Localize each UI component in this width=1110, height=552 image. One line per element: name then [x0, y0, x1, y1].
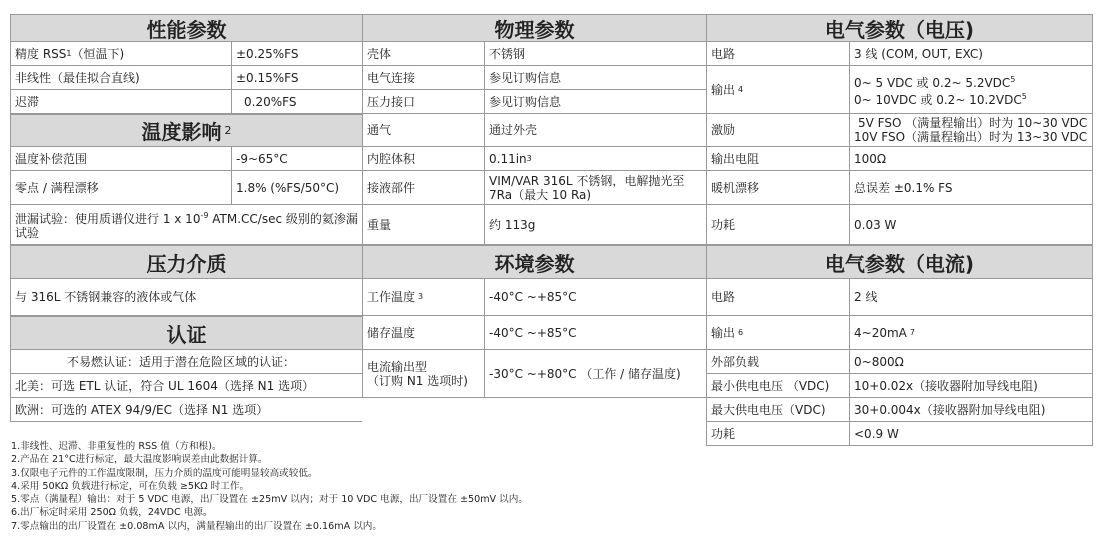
row-label: 电流输出型: [367, 359, 428, 374]
row-label: 非线性（最佳拟合直线): [15, 70, 140, 85]
row-label-sub: （订购 N1 选项时): [367, 373, 468, 388]
footnote: 4.采用 50KΩ 负载进行标定，可在负载 ≥5KΩ 时工作。: [11, 480, 250, 492]
section-title: 电气参数（电流): [824, 251, 975, 276]
row-value: 100Ω: [854, 151, 887, 166]
table-row: [10, 147, 362, 171]
section-title: 环境参数: [494, 251, 575, 276]
section-title: 电气参数（电压): [824, 17, 975, 42]
table-row: [10, 171, 362, 205]
row-value: -9~65°C: [236, 151, 288, 166]
row-label: 输出: [711, 82, 736, 97]
row-label: 输出电阻: [711, 151, 760, 166]
table-row: [706, 398, 1093, 422]
row-value: -30°C ~+80°C （工作 / 储存温度): [489, 366, 681, 381]
row-label: 功耗: [711, 426, 736, 441]
cert-text: 北美：可选 ETL 认证，符合 UL 1604（选择 N1 选项）: [15, 378, 315, 393]
table-row: [706, 205, 1093, 245]
row-label: 电路: [711, 46, 736, 61]
section-header-physical: [362, 14, 706, 42]
row-value: ±0.25%FS: [236, 46, 299, 61]
row-label: 激励: [711, 123, 736, 137]
section-header-elec-current: [706, 245, 1093, 279]
row-value: 总误差 ±0.1% FS: [854, 180, 953, 195]
row-value-line2: 10V FSO（满量程输出）时为 13~30 VDC: [854, 130, 1088, 144]
table-row: [10, 398, 362, 422]
table-row: [362, 350, 706, 398]
table-row: 输出 6 4~20mA 7: [706, 316, 1093, 350]
footnote: 5.零点（满量程）输出：对于 5 VDC 电源，出厂设置在 ±25mV 以内；对于 10 VDC 电源，出厂设置在 ±50mV 以内。: [11, 494, 528, 506]
table-row: 工作温度 3 -40°C ~+85°C: [362, 279, 706, 316]
row-value: 参见订购信息: [489, 70, 562, 85]
table-row: [706, 42, 1093, 66]
row-label: 内腔体积: [367, 151, 416, 166]
section-header-cert: [10, 316, 362, 350]
media-text: 与 316L 不锈钢兼容的液体或气体: [15, 290, 197, 304]
row-label: 接液部件: [367, 180, 416, 195]
row-value: 0.03 W: [854, 217, 897, 232]
table-row: [362, 316, 706, 350]
section-title: 压力介质: [146, 251, 227, 276]
table-row: [706, 171, 1093, 205]
row-label: 壳体: [367, 46, 392, 61]
section-header-environment: [362, 245, 706, 279]
row-value: 1.8% (%FS/50°C): [236, 180, 340, 195]
table-row: [706, 279, 1093, 316]
table-row: [10, 374, 362, 398]
row-label: 功耗: [711, 217, 736, 232]
row-label: 压力接口: [367, 94, 416, 109]
row-label: 重量: [367, 217, 392, 232]
footnotes: [11, 440, 1011, 533]
table-row: 内腔体积 0.11in 3: [362, 147, 706, 171]
row-label: 迟滞: [15, 94, 40, 109]
table-row: [362, 42, 706, 66]
leak-test-text: 泄漏试验：使用质谱仪进行 1 x $10^{-9}$ ATM.CC/sec 级别的氦渗漏试验: [15, 211, 358, 240]
row-label: 零点 / 满程漂移: [15, 180, 99, 195]
row-label: 电气连接: [367, 70, 416, 85]
cert-text: 欧洲：可选的 ATEX 94/9/EC（选择 N1 选项）: [15, 402, 269, 417]
row-value: 5V FSO （满量程输出）时为 10~30 VDC: [858, 116, 1088, 130]
row-value: 0.20%FS: [244, 94, 297, 109]
section-title: 性能参数: [146, 17, 227, 42]
leak-test-row: [10, 205, 362, 245]
table-row: 精度 RSS 1 （恒温下) ±0.25%FS: [10, 42, 362, 66]
row-label: 电路: [711, 290, 736, 304]
row-value: 不锈钢: [489, 46, 526, 61]
row-value: VIM/VAR 316L 不锈钢，电解抛光至 7Ra（最大 10 Ra): [489, 173, 685, 202]
row-label: 精度 RSS: [15, 46, 67, 61]
row-label: 工作温度: [367, 290, 416, 304]
table-row: [706, 114, 1093, 147]
table-row: [362, 90, 706, 114]
cert-text: 不易燃认证：适用于潜在危险区域的认证：: [67, 354, 296, 369]
row-value: 10+0.02x（接收器附加导线电阻): [854, 378, 1038, 393]
row-label: 最小供电电压 （VDC): [711, 378, 830, 393]
footnote: 7.零点输出的出厂设置在 ±0.08mA 以内，满量程输出的出厂设置在 ±0.16mA 以内。: [11, 520, 382, 532]
row-value: 0.11in: [489, 151, 527, 166]
table-row: [10, 350, 362, 374]
row-value: 3 线 (COM, OUT, EXC): [854, 46, 983, 61]
table-row: 输出 4 0~ 5 VDC 或 0.2~ 5.2VDC$^5$ 0~ 10VDC 或 0.2~ 10.2VDC$^5$: [706, 66, 1093, 114]
table-row: [362, 114, 706, 147]
table-row: [362, 171, 706, 205]
row-value: 通过外壳: [489, 123, 538, 137]
row-label: 储存温度: [367, 325, 416, 340]
row-value: -40°C ~+85°C: [489, 290, 577, 304]
row-label: 暖机漂移: [711, 180, 760, 195]
row-value: 参见订购信息: [489, 94, 562, 109]
section-header-elec-voltage: [706, 14, 1093, 42]
row-label: 通气: [367, 123, 392, 137]
table-row: [10, 279, 362, 316]
table-row: [706, 147, 1093, 171]
row-value: 30+0.004x（接收器附加导线电阻): [854, 402, 1046, 417]
section-header-media: [10, 245, 362, 279]
row-value: 0~ 5 VDC 或 0.2~ 5.2VDC$^5$: [854, 74, 1016, 90]
footnote: 3.仅限电子元件的工作温度限制，压力介质的温度可能明显较高或较低。: [11, 467, 318, 479]
spec-table: [10, 14, 1093, 449]
row-label: 温度补偿范围: [15, 151, 88, 166]
row-value-line2: 0~ 10VDC 或 0.2~ 10.2VDC$^5$: [854, 91, 1027, 107]
section-header-performance: [10, 14, 362, 42]
row-value: 2 线: [854, 290, 878, 304]
row-label: 输出: [711, 325, 736, 340]
row-label: 最大供电电压（VDC): [711, 402, 826, 417]
footnote: 2.产品在 21°C进行标定，最大温度影响误差由此数据计算。: [11, 454, 268, 466]
section-title: 认证: [166, 322, 207, 347]
row-value: ±0.15%FS: [236, 70, 299, 85]
section-header-temperature: 温度影响 2: [10, 114, 362, 147]
row-value: -40°C ~+85°C: [489, 325, 577, 340]
row-label: 外部负载: [711, 354, 760, 369]
footnote: 6.出厂标定时采用 250Ω 负载，24VDC 电源。: [11, 507, 213, 519]
row-value: 4~20mA: [854, 325, 907, 340]
table-row: [10, 90, 362, 114]
section-title: 物理参数: [494, 17, 575, 42]
footnote: 1.非线性、迟滞、非重复性的 RSS 值（方和根)。: [11, 441, 222, 452]
table-row: [10, 66, 362, 90]
row-value: <0.9 W: [854, 426, 899, 441]
table-row: [706, 374, 1093, 398]
table-row: [362, 205, 706, 245]
table-row: [706, 350, 1093, 374]
row-value: 0~800Ω: [854, 354, 904, 369]
section-title: 温度影响: [141, 120, 222, 144]
table-row: [362, 66, 706, 90]
row-value: 约 113g: [489, 217, 536, 232]
